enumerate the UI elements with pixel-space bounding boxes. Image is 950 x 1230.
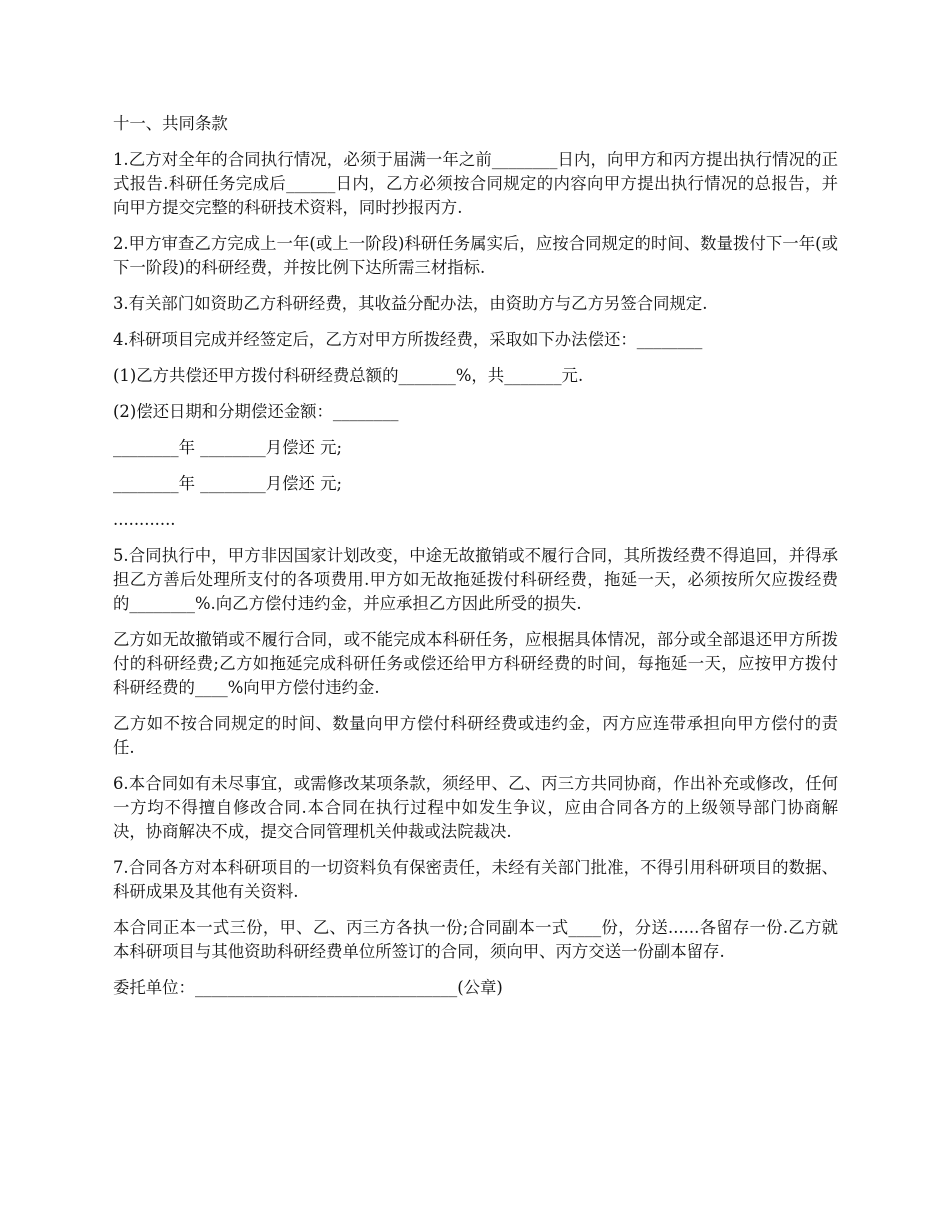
- clause-5-party-b: 乙方如无故撤销或不履行合同，或不能完成本科研任务，应根据具体情况，部分或全部退还甲方所拨付的科研经费;乙方如拖延完成科研任务或偿还给甲方科研经费的时间，每拖延一天，应按甲方拨付科研经费的____%向甲方偿付违约金.: [113, 630, 838, 697]
- clause-4-item-1: (1)乙方共偿还甲方拨付科研经费总额的_______%，共_______元.: [113, 366, 584, 385]
- repayment-line-1: ________年 ________月偿还 元;: [113, 438, 343, 457]
- clause-7: 7.合同各方对本科研项目的一切资料负有保密责任，未经有关部门批准，不得引用科研项目的数据、科研成果及其他有关资料.: [113, 858, 838, 901]
- clause-5: 5.合同执行中，甲方非因国家计划改变，中途无故撤销或不履行合同，其所拨经费不得追回，并得承担乙方善后处理所支付的各项费用.甲方如无故拖延拨付科研经费，拖延一天，必须按所欠应拨经费的________%.向乙方偿付违约金，并应承担乙方因此所受的损失.: [113, 546, 838, 613]
- ellipsis-line: ............: [113, 510, 176, 529]
- section-heading: 十一、共同条款: [113, 114, 228, 133]
- clause-4-item-2: (2)偿还日期和分期偿还金额：________: [113, 402, 399, 421]
- contract-document: [113, 112, 838, 1012]
- clause-2: 2.甲方审查乙方完成上一年(或上一阶段)科研任务属实后，应按合同规定的时间、数量拨付下一年(或下一阶段)的科研经费，并按比例下达所需三材指标.: [113, 234, 838, 277]
- clause-5-party-c: 乙方如不按合同规定的时间、数量向甲方偿付科研经费或违约金，丙方应连带承担向甲方偿付的责任.: [113, 714, 838, 757]
- repayment-line-2: ________年 ________月偿还 元;: [113, 474, 343, 493]
- copies-clause: 本合同正本一式三份，甲、乙、丙三方各执一份;合同副本一式____份，分送......各留存一份.乙方就本科研项目与其他资助科研经费单位所签订的合同，须向甲、丙方交送一份副本留存.: [113, 918, 838, 961]
- clause-1: 1.乙方对全年的合同执行情况，必须于届满一年之前________日内，向甲方和丙方提出执行情况的正式报告.科研任务完成后______日内，乙方必须按合同规定的内容向甲方提出执行情况的总报告，并向甲方提交完整的科研技术资料，同时抄报丙方.: [113, 150, 838, 217]
- signature-line: 委托单位：________________________________(公章): [113, 978, 503, 997]
- clause-3: 3.有关部门如资助乙方科研经费，其收益分配办法，由资助方与乙方另签合同规定.: [113, 294, 708, 313]
- clause-6: 6.本合同如有未尽事宜，或需修改某项条款，须经甲、乙、丙三方共同协商，作出补充或修改，任何一方均不得擅自修改合同.本合同在执行过程中如发生争议，应由合同各方的上级领导部门协商解决，协商解决不成，提交合同管理机关仲裁或法院裁决.: [113, 774, 838, 841]
- clause-4: 4.科研项目完成并经签定后，乙方对甲方所拨经费，采取如下办法偿还：________: [113, 330, 703, 349]
